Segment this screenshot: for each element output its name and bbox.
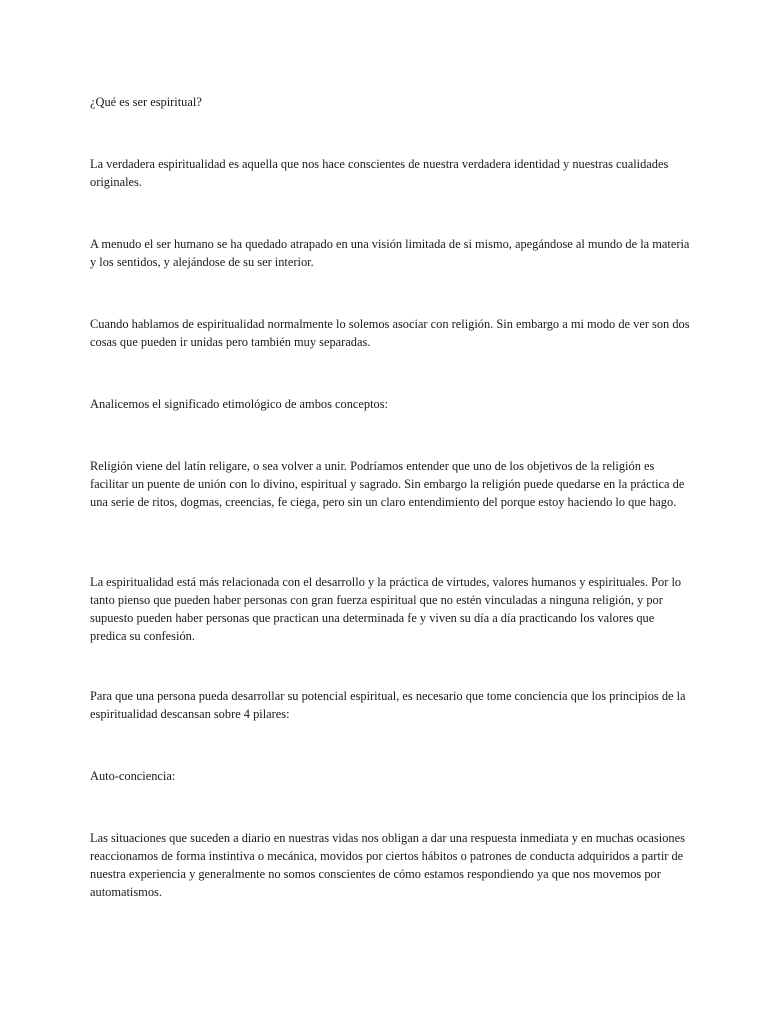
document-title: ¿Qué es ser espiritual?: [90, 95, 202, 109]
paragraph-religion-definition: Religión viene del latín religare, o sea volver a unir. Podríamos entender que uno de los objetivos de la religión es facilitar un puente de unión con lo divino, espiritual y sagrado. Sin embargo la religión puede quedarse en la práctica de una serie de ritos, dogmas, creencias, fe ciega, pero sin un claro entendimiento del porque estoy haciendo lo que hago.: [90, 459, 685, 509]
paragraph-religion-association: Cuando hablamos de espiritualidad normalmente lo solemos asociar con religión. Sin embargo a mi modo de ver son dos cosas que pueden ir unidas pero también muy separadas.: [90, 317, 690, 349]
paragraph-spirituality-definition: La espiritualidad está más relacionada con el desarrollo y la práctica de virtudes, valores humanos y espirituales. Por lo tanto pienso que pueden haber personas con gran fuerza espiritual que no estén vinculadas a ninguna religión, y por supuesto pueden haber personas que practican una determinada fe y viven su día a día practicando los valores que predica su confesión.: [90, 575, 682, 643]
paragraph-human-limitation: A menudo el ser humano se ha quedado atrapado en una visión limitada de si mismo, apegándose al mundo de la materia y los sentidos, y alejándose de su ser interior.: [90, 237, 690, 269]
section-heading-auto-conciencia: Auto-conciencia:: [90, 769, 176, 783]
paragraph-four-pillars: Para que una persona pueda desarrollar su potencial espiritual, es necesario que tome conciencia que los principios de la espiritualidad descansan sobre 4 pilares:: [90, 689, 686, 721]
paragraph-automatisms: Las situaciones que suceden a diario en nuestras vidas nos obligan a dar una respuesta inmediata y en muchas ocasiones reaccionamos de forma instintiva o mecánica, movidos por ciertos hábitos o patrones de conducta adquiridos a partir de nuestra experiencia y generalmente no somos conscientes de cómo estamos respondiendo ya que nos movemos por automatismos.: [90, 831, 685, 899]
paragraph-identity: La verdadera espiritualidad es aquella que nos hace conscientes de nuestra verdadera identidad y nuestras cualidades originales.: [90, 157, 669, 189]
paragraph-etymology-intro: Analicemos el significado etimológico de ambos conceptos:: [90, 397, 388, 411]
